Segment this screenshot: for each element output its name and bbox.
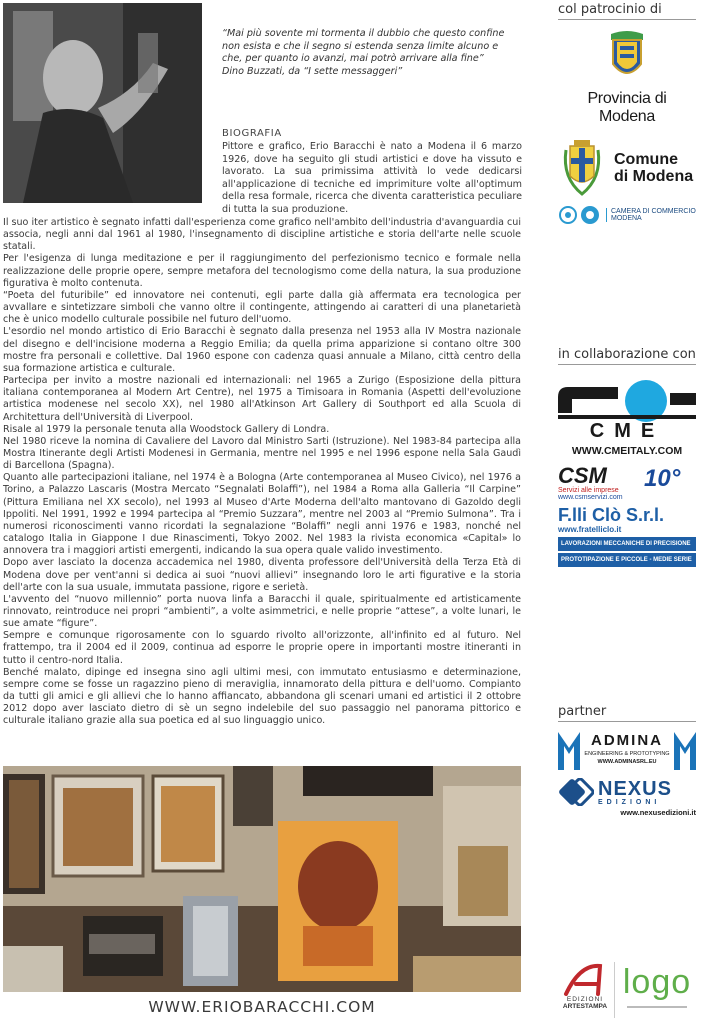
clo-band-2: PROTOTIPAZIONE E PICCOLE - MEDIE SERIE xyxy=(558,553,696,567)
nexus-subtitle: EDIZIONI xyxy=(598,798,661,806)
biography-paragraph: Dopo aver lasciato la docenza accademica nel 1980, diventa professore dell'Università della Terza Età di Modena dove per vent'anni si dedica ai suoi “nuovi allievi” insegnando loro le arti figurative e la storia dell'arte con la sua usuale, immutata passione, rigore e serietà. xyxy=(3,557,521,593)
camera-commercio-line2: MODENA xyxy=(611,215,642,222)
biography-paragraph: L'avvento del “nuovo millennio” porta nuova linfa a Baracchi il quale, spiritualmente ed artisticamente rinnovato, reintroduce nei propri “ambienti”, a volte asimmetrici, e nelle proprie “attese”, a volte lunari, le sue amate “figure”. xyxy=(3,593,521,630)
csm-subtitle: Servizi alle imprese xyxy=(558,487,619,494)
nexus-url[interactable]: www.nexusedizioni.it xyxy=(620,808,696,817)
artist-portrait-photo xyxy=(3,3,202,203)
camera-commercio-line1: CAMERA DI COMMERCIO xyxy=(611,208,696,215)
artestampa-line2: ARTESTAMPA xyxy=(562,1003,608,1010)
biography-paragraph: L'esordio nel mondo artistico di Erio Baracchi è segnato dalla presenza nel 1953 alla IV Mostra nazionale del disegno e dell'incisione moderna a Reggio Emilia; da quella prima apparizione si contano oltre 300 mostre fra personali e collettive. Dal 1960 espone con cadenza quasi annuale a Milano, città centro della sua formazione artistica e culturale. xyxy=(3,326,521,374)
biography-paragraph: Partecipa per invito a mostre nazionali ed internazionali: nel 1965 a Zurigo (Esposizione della pittura italiana contemporanea al Modern Art Centre), nel 1975 a Timisoara in Romania (Aspetti dell'evoluzione artistica modenese nel secolo XX), nel 1980 all'Atkinson Art Gallery di Southport ed alla Scuola di Architettura dell'Università di Liverpool. xyxy=(3,375,521,423)
csm-anniversary-badge: 10° xyxy=(644,465,681,492)
admina-subtitle: ENGINEERING & PROTOTYPING xyxy=(584,751,670,757)
csm-url[interactable]: www.csmservizi.com xyxy=(558,494,623,501)
admina-right-m-icon xyxy=(674,732,696,774)
admina-url[interactable]: WWW.ADMINASRL.EU xyxy=(597,759,657,765)
studio-photo xyxy=(3,766,521,992)
comune-name-line1: Comune xyxy=(614,151,678,168)
biography-heading: BIOGRAFIA xyxy=(222,128,282,139)
quote-line: non esista e che il segno si estenda senza limite alcuno e xyxy=(222,40,499,52)
partner-section xyxy=(558,704,696,817)
clo-url[interactable]: www.fratelliclo.it xyxy=(558,525,622,534)
biography-paragraph: Il suo iter artistico è segnato infatti dall'esperienza come grafico nell'ambito dell'industria d'avanguardia cui associa, negli anni dal 1961 al 1980, l'insegnamento di discipline artistiche e storia dell'arte nelle scuole statali. xyxy=(3,217,521,253)
artestampa-logo xyxy=(558,962,612,1018)
provincia-name: Provincia di Modena xyxy=(587,90,667,125)
biography-intro: Pittore e grafico, Erio Baracchi è nato a Modena il 6 marzo 1926, dove ha seguito gli studi artistici e dove ha vissuto e lavorato. La sua primissima attività lo vede dedicarsi all'applicazione di tecniche ed imprimiture volte all'optimum della resa formale, ricerca che diventa caratteristica peculiare di tutta la sua produzione. xyxy=(222,141,522,215)
provincia-crest-icon xyxy=(605,30,649,86)
collaborazione-title: in collaborazione con xyxy=(558,347,696,365)
patrocinio-section xyxy=(558,2,696,226)
clo-band-1: LAVORAZIONI MECCANICHE DI PRECISIONE xyxy=(558,537,696,551)
collaborazione-section xyxy=(558,347,696,567)
quote-attribution: Dino Buzzati, da “I sette messaggeri” xyxy=(222,65,403,77)
cme-name: CME xyxy=(589,420,665,442)
camera-commercio-icon xyxy=(558,204,602,226)
partner-title: partner xyxy=(558,704,696,722)
nexus-logo-icon xyxy=(558,778,594,806)
artestampa-a-icon xyxy=(558,962,612,996)
comune-crest-icon xyxy=(558,138,606,198)
quote-line: che, per quanto io avanzi, mai potrò arrivare alla fine” xyxy=(222,53,484,64)
clo-name: F.lli Clò S.r.l. xyxy=(558,505,665,525)
biography-paragraph: Quanto alle partecipazioni italiane, nel 1974 è a Bologna (Arte contemporanea al Museo Civico), nel 1976 a Torino, a Palazzo Lascaris (Mostra Mercato “Segnalati Bolaffi”), nel 1984 a Roma alla Galleria “Il Carpine” (Pittura Emiliana nel XX secolo), nel 1993 al Museo d'Arte Moderna dell'alto mantovano di Gazoldo degli Ippoliti. Nel 1991, 1992 e 1994 partecipa al “Premio Suzzara”, mentre nel 2003 al “Premio Sulmona”. Tra i numerosi riconoscimenti vanno ricordati la segnalazione “Bolaffi” negli anni 1976 e 1983, nonché nel catalogo Italia in Giappone I due Rinascimenti, Tokyo 2002. Nel 1983 la rivista economica «Capital» lo annovera tra i maggiori artisti emergenti, indicando la sua opera quale valido investimento. xyxy=(3,472,521,557)
cme-url[interactable]: WWW.CMEITALY.COM xyxy=(571,445,683,457)
biography-paragraph: Benché malato, dipinge ed insegna sino agli ultimi mesi, con immutato entusiasmo e determinazione, sempre come se fosse un ragazzino pieno di meraviglia, innamorato della pittura e dell'uomo. Compianto da tutti gli amici e gli allievi che lo hanno affiancato, abbandona gli scenari umani ed artistici il 2 ottobre 2012 dopo aver lasciato dietro di sè un segno indelebile del suo passaggio nel panorama pittorico e culturale italiano grazie alla sua poetica ed al suo linguaggio unico. xyxy=(3,666,521,727)
biography-body xyxy=(3,217,521,728)
admina-name: ADMINA xyxy=(591,732,663,749)
logo-wordmark: logo xyxy=(622,963,692,1001)
logo-brand xyxy=(614,962,699,1018)
biography-paragraph: Per l'esigenza di lunga meditazione e per il raggiungimento del perfezionismo tecnico e formale nella realizzazione delle proprie opere, sempre metafora del tecnologismo come della natura, la sua produzione figurativa è molto contenuta. xyxy=(3,253,521,289)
quote-line: “Mai più sovente mi tormenta il dubbio che questo confine xyxy=(222,28,505,39)
opening-quote xyxy=(222,28,522,78)
csm-name: CSM xyxy=(558,463,607,488)
admina-left-m-icon xyxy=(558,732,580,774)
patrocinio-title: col patrocinio di xyxy=(558,2,696,20)
biography-paragraph: Sempre e comunque rigorosamente con lo sguardo rivolto all'orizzonte, all'infinito ed al futuro. Nel frattempo, tra il 2004 ed il 2009, continua ad esporre le proprie opere in importanti mostre itineranti in tutto il centro-nord Italia. xyxy=(3,630,521,666)
website-url[interactable]: WWW.ERIOBARACCHI.COM xyxy=(148,998,376,1016)
logo-underline xyxy=(627,1006,687,1008)
comune-name-line2: di Modena xyxy=(614,168,694,185)
biography-paragraph: Risale al 1979 la personale tenuta alla Woodstock Gallery di Londra. xyxy=(3,423,330,435)
biography-paragraph: “Poeta del futuribile” ed innovatore nei contenuti, egli parte dalla già affermata era tecnologica per avvallare e sintetizzare simboli che vanno oltre il contingente, attingendo ai caratteri di una planetarietà che è unico modello culturale possibile nel futuro dell'uomo. xyxy=(3,289,521,326)
biography-paragraph: Nel 1980 riceve la nomina di Cavaliere del Lavoro dal Ministro Sarti (Istruzione). Nel 1983-84 partecipa alla Mostra Itinerante degli Artisti Modenesi in Germania, mentre nel 1995 e nel 1996 espone nella Sala Gaudì di Barcellona (Spagna). xyxy=(3,435,521,472)
cme-logo-icon xyxy=(558,379,696,443)
artestampa-line1: EDIZIONI xyxy=(566,996,604,1003)
nexus-name: NEXUS xyxy=(598,777,672,800)
